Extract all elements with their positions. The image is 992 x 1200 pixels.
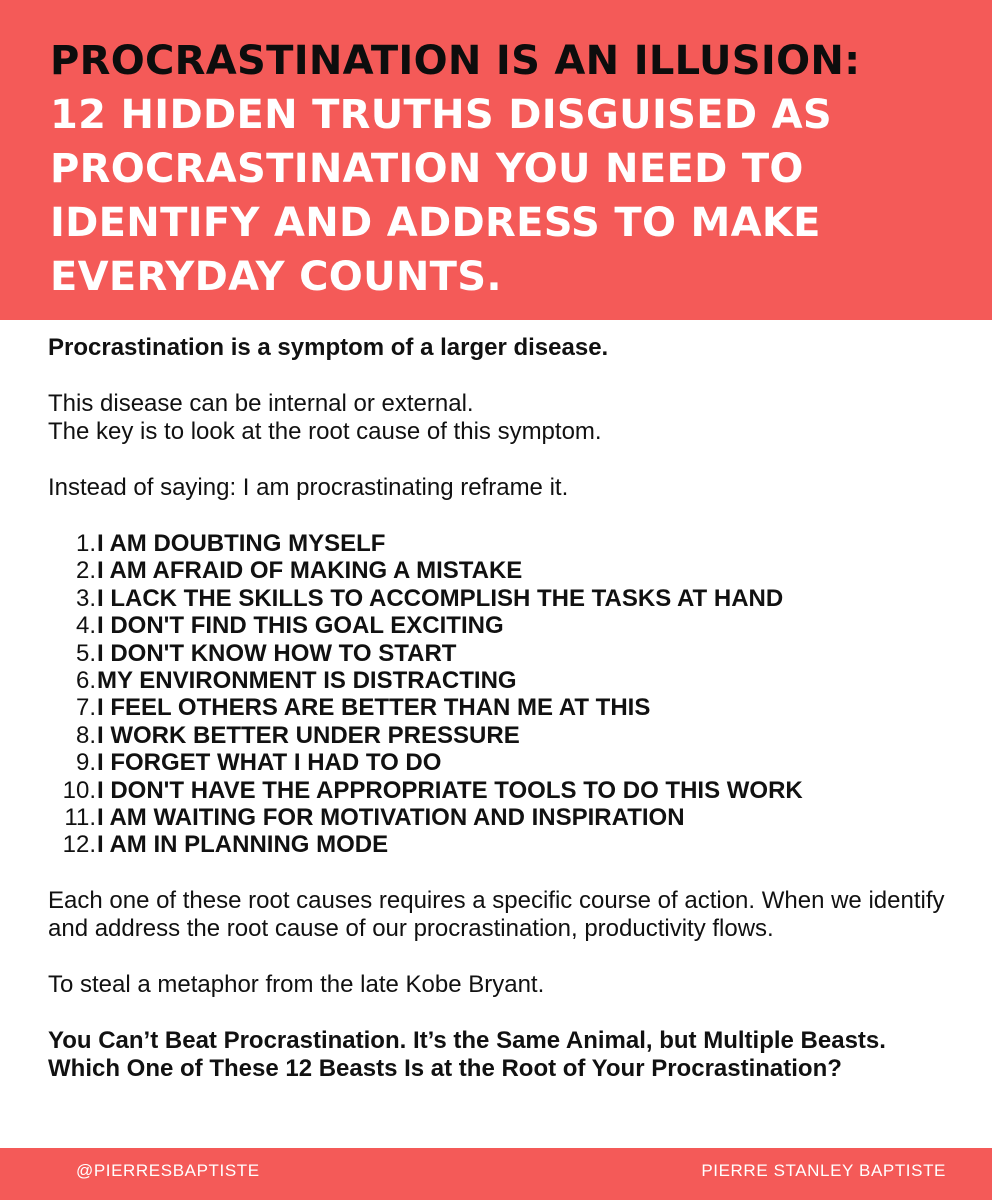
list-item-number: 12. (62, 831, 96, 859)
list-item-number: 6. (75, 667, 96, 695)
intro-line-1: This disease can be internal or external. (48, 390, 474, 417)
list-item (48, 530, 948, 557)
list-item-text: I DON'T FIND THIS GOAL EXCITING (97, 612, 504, 640)
list-item-number: 3. (75, 584, 96, 612)
list-item-text: I LACK THE SKILLS TO ACCOMPLISH THE TASKS AT HAND (97, 584, 784, 612)
list-item (48, 640, 948, 667)
list-item (48, 804, 948, 831)
list-item-number: 10. (62, 776, 96, 804)
header-banner (0, 0, 992, 320)
list-item-text: I WORK BETTER UNDER PRESSURE (97, 721, 520, 749)
list-item-text: I AM WAITING FOR MOTIVATION AND INSPIRATION (97, 804, 685, 832)
page-title (50, 34, 950, 304)
title-line-2: 12 HIDDEN TRUTHS DISGUISED AS PROCRASTINATION YOU NEED TO IDENTIFY AND ADDRESS TO MAKE EVERYDAY COUNTS. (50, 92, 832, 300)
list-item-text: I AM IN PLANNING MODE (97, 831, 389, 859)
list-item-text: MY ENVIRONMENT IS DISTRACTING (97, 667, 517, 695)
list-item-text: I AM AFRAID OF MAKING A MISTAKE (97, 557, 523, 585)
list-item-number: 4. (75, 612, 96, 640)
list-item (48, 749, 948, 776)
list-item (48, 777, 948, 804)
list-item-number: 8. (75, 721, 96, 749)
list-item-number: 11. (64, 804, 96, 832)
list-item-number: 2. (75, 557, 96, 585)
list-item-text: I FEEL OTHERS ARE BETTER THAN ME AT THIS (97, 694, 651, 722)
list-item (48, 722, 948, 749)
author-name: PIERRE STANLEY BAPTISTE (701, 1161, 946, 1180)
intro-line-2: The key is to look at the root cause of this symptom. (48, 418, 602, 445)
metaphor-paragraph: To steal a metaphor from the late Kobe Bryant. (48, 970, 545, 998)
list-item-text: I DON'T HAVE THE APPROPRIATE TOOLS TO DO THIS WORK (97, 776, 803, 804)
list-item (48, 831, 948, 858)
list-item (48, 557, 948, 584)
title-line-1: PROCRASTINATION IS AN ILLUSION: (50, 38, 861, 84)
list-item-number: 5. (75, 639, 96, 667)
closing-question: You Can’t Beat Procrastination. It’s the Same Animal, but Multiple Beasts. Which One of These 12 Beasts Is at the Root of Your Procrastination? (48, 1026, 886, 1082)
social-handle: @PIERRESBAPTISTE (76, 1161, 260, 1180)
list-item-text: I AM DOUBTING MYSELF (97, 530, 386, 557)
footer-bar (0, 1148, 992, 1200)
lead-sentence: Procrastination is a symptom of a larger disease. (48, 334, 609, 361)
list-item-text: I FORGET WHAT I HAD TO DO (97, 749, 442, 777)
list-item-number: 9. (75, 749, 96, 777)
action-paragraph: Each one of these root causes requires a specific course of action. When we identify and address the root cause of our procrastination, productivity flows. (48, 886, 945, 942)
article-body (48, 334, 948, 1083)
list-item (48, 612, 948, 639)
list-item-number: 1. (75, 530, 96, 557)
list-item (48, 585, 948, 612)
list-item-number: 7. (75, 694, 96, 722)
root-cause-list (48, 530, 948, 859)
reframe-paragraph: Instead of saying: I am procrastinating reframe it. (48, 474, 569, 501)
intro-paragraph (48, 390, 948, 446)
list-item-text: I DON'T KNOW HOW TO START (97, 639, 457, 667)
list-item (48, 694, 948, 721)
list-item (48, 667, 948, 694)
